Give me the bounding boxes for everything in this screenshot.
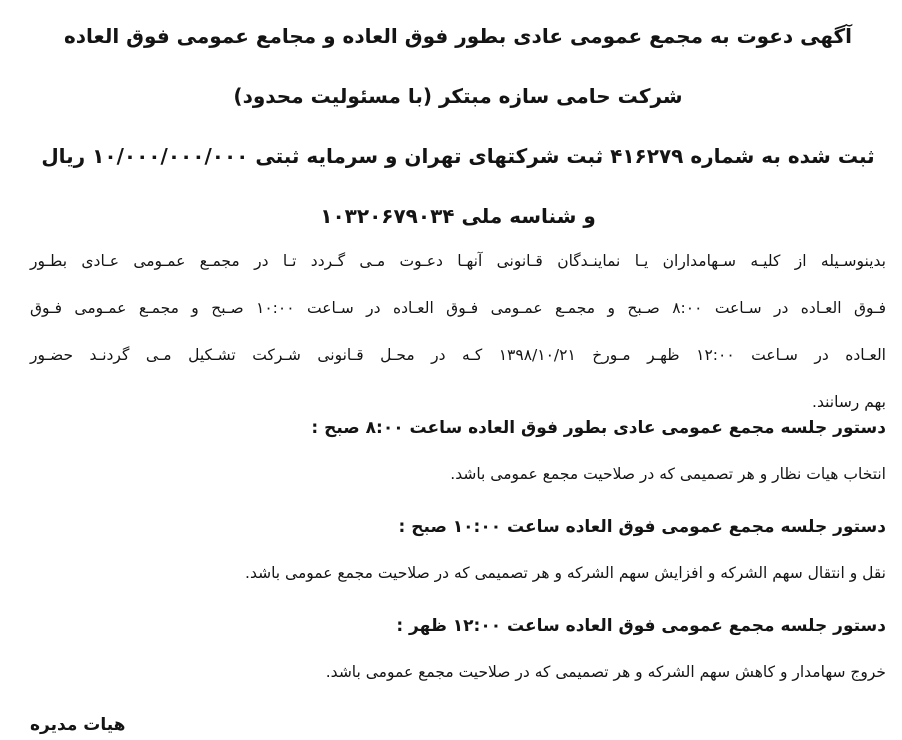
agenda-heading-8am: دستور جلسه مجمع عمومی عادی بطور فوق العاده ساعت ۸:۰۰ صبح : (311, 418, 886, 438)
agenda-heading-12pm: دستور جلسه مجمع عمومی فوق العاده ساعت ۱۲:۰۰ ظهر : (396, 616, 886, 636)
paragraph-line-3: العـاده در سـاعت ۱۲:۰۰ ظهـر مـورخ ۱۳۹۸/۱۰/۲۱ کـه در محـل قـانونی شـرکت تشـکیل مـی گردنـد حضـور (30, 346, 886, 364)
agenda-item-8am: انتخاب هیات نظار و هر تصمیمی که در صلاحیت مجمع عمومی باشد. (450, 465, 886, 483)
agenda-item-10am: نقل و انتقال سهم الشرکه و افزایش سهم الشرکه و هر تصمیمی که در صلاحیت مجمع عمومی باشد. (245, 564, 886, 582)
company-name: شرکت حامی سازه مبتکر (با مسئولیت محدود) (233, 84, 683, 108)
board-of-directors-signature: هیات مدیره (30, 715, 126, 735)
registration-capital-line: ثبت شده به شماره ۴۱۶۲۷۹ ثبت شرکتهای تهران و سرمایه ثبتی ۱۰/۰۰۰/۰۰۰/۰۰۰ ریال (41, 144, 875, 168)
paragraph-line-2: فـوق العـاده در سـاعت ۸:۰۰ صـبح و مجمـع عمـومی فـوق العـاده در سـاعت ۱۰:۰۰ صـبح و مجمـع عمـومی فـوق (30, 299, 886, 317)
invitation-paragraph (30, 248, 886, 415)
agenda-section-ordinary-8am (30, 415, 886, 487)
notice-title: آگهی دعوت به مجمع عمومی عادی بطور فوق العاده و مجامع عمومی فوق العاده (63, 24, 853, 48)
agenda-section-extraordinary-10am (30, 514, 886, 586)
notice-header (30, 20, 886, 232)
agenda-section-extraordinary-12pm (30, 613, 886, 685)
national-id-line: و شناسه ملی ۱۰۳۲۰۶۷۹۰۳۴ (320, 204, 596, 228)
agenda-heading-10am: دستور جلسه مجمع عمومی فوق العاده ساعت ۱۰:۰۰ صبح : (398, 517, 886, 537)
agenda-item-12pm: خروج سهامدار و کاهش سهم الشرکه و هر تصمیمی که در صلاحیت مجمع عمومی باشد. (325, 663, 886, 681)
paragraph-line-4: بهم رسانند. (812, 393, 886, 411)
paragraph-line-1: بدینوسـیله از کلیـه سـهامداران یـا نماینـدگان قـانونی آنهـا دعـوت مـی گـردد تـا در مجمـع عمـومی عـادی بطـور (30, 252, 886, 270)
agenda-list (30, 415, 886, 685)
